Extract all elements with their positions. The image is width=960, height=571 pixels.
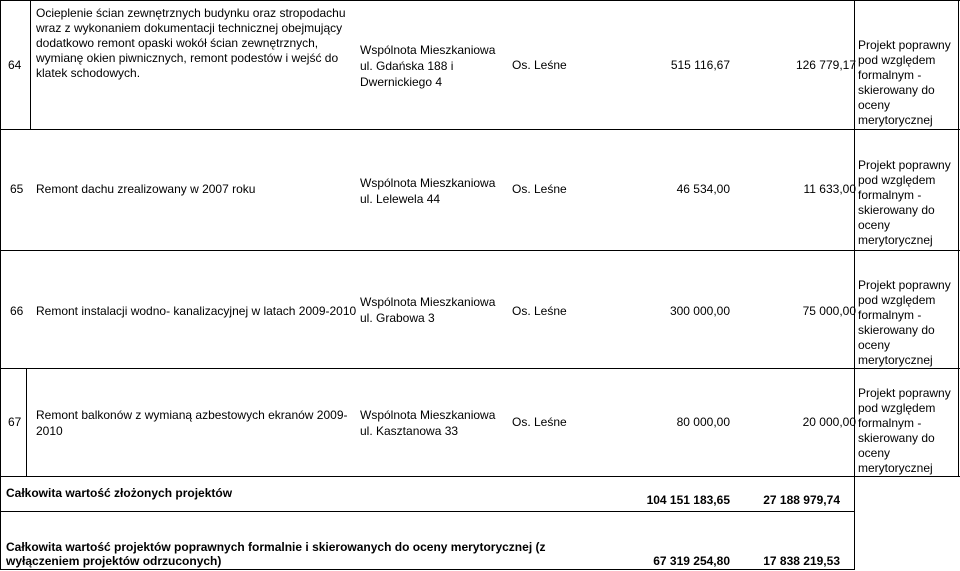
row-number: 67 [8, 415, 22, 429]
district: Os. Leśne [512, 58, 567, 72]
row-divider [0, 129, 960, 130]
status-text: Projekt poprawny pod względem formalnym - skierowany do oceny merytorycznej [858, 38, 951, 127]
grant-value: 20 000,00 [802, 415, 856, 429]
status-text: Projekt poprawny pod względem formalnym - skierowany do oceny merytorycznej [858, 158, 951, 247]
table-bottom-border [0, 569, 854, 570]
applicant-name: Wspólnota Mieszkaniowa ul. Grabowa 3 [360, 295, 496, 325]
summary-correct-total: 67 319 254,80 [653, 554, 730, 568]
total-value: 80 000,00 [676, 415, 730, 429]
table-top-border [0, 0, 960, 1]
left-border [0, 0, 1, 570]
district: Os. Leśne [512, 415, 567, 429]
number-column-divider [30, 0, 31, 129]
row-number: 64 [8, 58, 22, 72]
row-divider [0, 250, 960, 251]
summary-all-total: 104 151 183,65 [646, 493, 730, 507]
grant-value: 11 633,00 [803, 182, 856, 196]
total-value: 515 116,67 [670, 58, 730, 72]
grant-value: 126 779,17 [795, 58, 856, 72]
project-title: Remont balkonów z wymianą azbestowych ekranów 2009-2010 [36, 408, 348, 438]
status-text: Projekt poprawny pod względem formalnym - skierowany do oceny merytorycznej [858, 278, 951, 367]
applicant-name: Wspólnota Mieszkaniowa ul. Gdańska 188 i Dwernickiego 4 [360, 43, 496, 89]
right-border [958, 0, 959, 477]
total-value: 300 000,00 [669, 304, 730, 318]
summary-correct-grant: 17 838 219,53 [763, 554, 840, 568]
project-title: Ocieplenie ścian zewnętrznych budynku oraz stropodachu wraz z wykonaniem dokumentacji technicznej obejmujący dodatkowo remont opaski wokół ścian zewnętrznych, wymianę okien piwnicznych, remont podestów i wejść do klatek schodowych. [36, 6, 346, 80]
number-column-divider [26, 368, 27, 476]
row-number: 65 [10, 182, 24, 196]
grant-value: 75 000,00 [802, 304, 856, 318]
applicant-name: Wspólnota Mieszkaniowa ul. Kasztanowa 33 [360, 408, 496, 438]
summary-correct-label: Całkowita wartość projektów poprawnych formalnie i skierowanych do oceny merytorycznej (z wyłączeniem projektów odrzuconych) [6, 540, 546, 568]
status-text: Projekt poprawny pod względem formalnym - skierowany do oceny merytorycznej [858, 386, 951, 475]
summary-all-label: Całkowita wartość złożonych projektów [6, 486, 233, 500]
applicant-name: Wspólnota Mieszkaniowa ul. Lelewela 44 [360, 176, 496, 206]
district: Os. Leśne [512, 304, 567, 318]
summary-divider [0, 511, 854, 512]
row-divider [0, 476, 960, 477]
project-title: Remont instalacji wodno- kanalizacyjnej w latach 2009-2010 [36, 304, 357, 318]
district: Os. Leśne [512, 182, 567, 196]
row-divider [0, 368, 960, 369]
status-column-divider [854, 0, 855, 570]
summary-all-grant: 27 188 979,74 [763, 493, 840, 507]
row-number: 66 [10, 304, 24, 318]
total-value: 46 534,00 [676, 182, 730, 196]
project-title: Remont dachu zrealizowany w 2007 roku [36, 182, 256, 196]
